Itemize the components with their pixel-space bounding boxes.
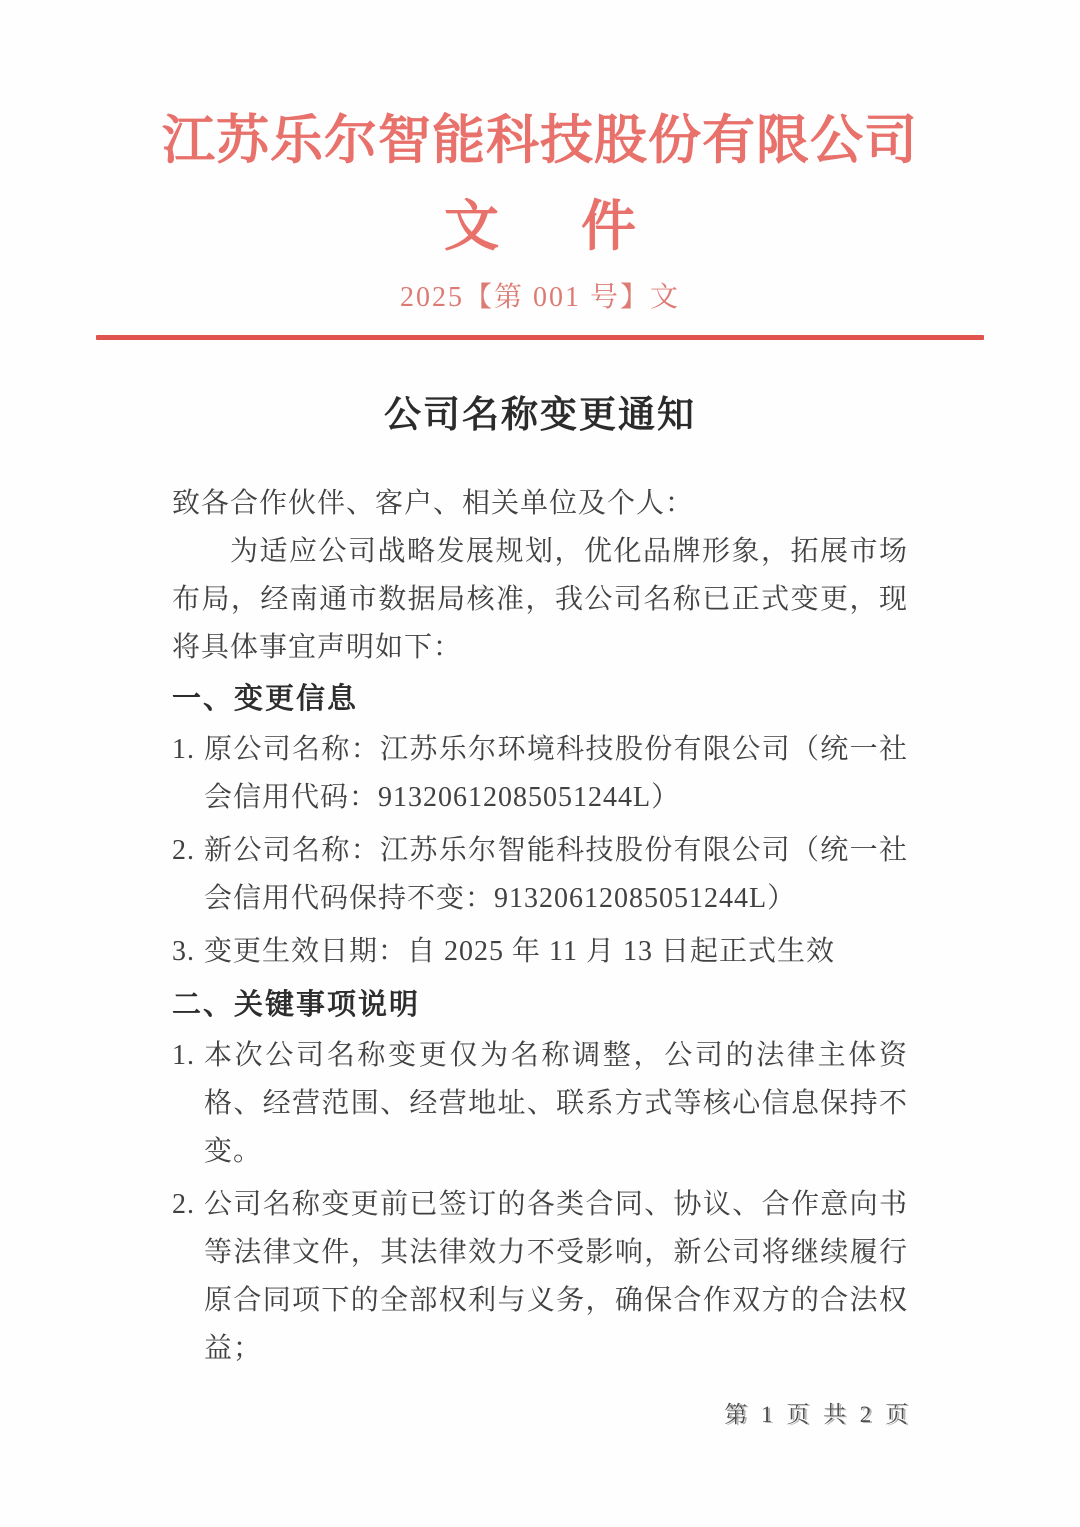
document-title: 公司名称变更通知	[384, 395, 696, 436]
item-number: 3.	[172, 936, 195, 967]
section-key-notes	[172, 981, 908, 1373]
section-change-info	[172, 675, 908, 976]
list-item	[172, 827, 908, 923]
document-number: 2025【第 001 号】文	[399, 282, 680, 313]
list-item	[172, 1181, 908, 1373]
intro-paragraph: 为适应公司战略发展规划，优化品牌形象，拓展市场布局，经南通市数据局核准，我公司名称已正式变更，现将具体事宜声明如下：	[172, 536, 908, 663]
item-text: 公司名称变更前已签订的各类合同、协议、合作意向书等法律文件，其法律效力不受影响，新公司将继续履行原合同项下的全部权利与义务，确保合作双方的合法权益；	[204, 1189, 908, 1364]
list-item	[172, 726, 908, 822]
list-item	[172, 1032, 908, 1176]
item-number: 2.	[172, 835, 195, 866]
item-text: 本次公司名称变更仅为名称调整，公司的法律主体资格、经营范围、经营地址、联系方式等核心信息保持不变。	[204, 1040, 908, 1167]
section-heading: 一、变更信息	[172, 683, 359, 715]
page-number: 第 1 页 共 2 页	[724, 1402, 912, 1427]
document-word: 文件	[443, 196, 718, 257]
item-number: 1.	[172, 1040, 195, 1071]
salutation: 致各合作伙伴、客户、相关单位及个人：	[172, 488, 695, 519]
red-divider	[96, 335, 984, 340]
company-name: 江苏乐尔智能科技股份有限公司	[162, 112, 918, 170]
list-item	[172, 928, 908, 976]
item-text: 变更生效日期：自 2025 年 11 月 13 日起正式生效	[204, 936, 835, 967]
section-heading: 二、关键事项说明	[172, 989, 421, 1021]
document-body	[0, 480, 1080, 1373]
item-number: 1.	[172, 734, 195, 765]
item-text: 原公司名称：江苏乐尔环境科技股份有限公司（统一社会信用代码：91320612085051244L）	[204, 734, 908, 813]
letterhead	[0, 0, 1080, 340]
item-number: 2.	[172, 1189, 195, 1220]
item-text: 新公司名称：江苏乐尔智能科技股份有限公司（统一社会信用代码保持不变：91320612085051244L）	[204, 835, 908, 914]
